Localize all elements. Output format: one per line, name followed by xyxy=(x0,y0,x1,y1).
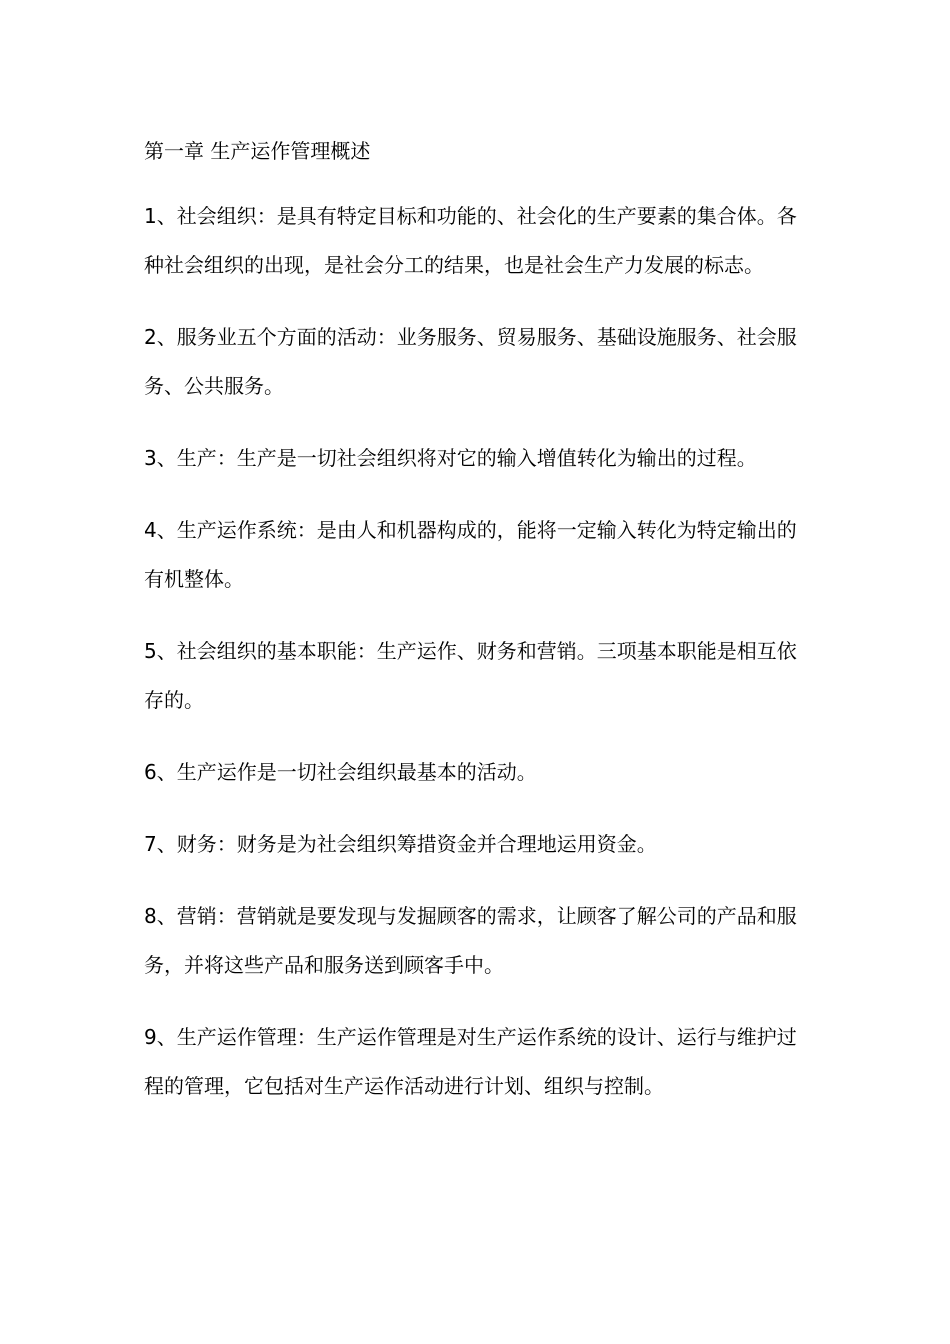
paragraph-6: 6、生产运作是一切社会组织最基本的活动。 xyxy=(144,760,537,784)
paragraph-1: 1、社会组织：是具有特定目标和功能的、社会化的生产要素的集合体。各种社会组织的出现，是社会分工的结果，也是社会生产力发展的标志。 xyxy=(144,204,797,277)
paragraph-3: 3、生产：生产是一切社会组织将对它的输入增值转化为输出的过程。 xyxy=(144,446,757,470)
chapter-title: 第一章 生产运作管理概述 xyxy=(144,139,371,163)
paragraph-8: 8、营销：营销就是要发现与发掘顾客的需求，让顾客了解公司的产品和服务，并将这些产品和服务送到顾客手中。 xyxy=(144,904,797,977)
paragraph-5: 5、社会组织的基本职能：生产运作、财务和营销。三项基本职能是相互依存的。 xyxy=(144,639,797,712)
document-body xyxy=(144,134,814,1134)
paragraph-4: 4、生产运作系统：是由人和机器构成的，能将一定输入转化为特定输出的有机整体。 xyxy=(144,518,797,591)
paragraph-7: 7、财务：财务是为社会组织筹措资金并合理地运用资金。 xyxy=(144,832,657,856)
paragraph-9: 9、生产运作管理：生产运作管理是对生产运作系统的设计、运行与维护过程的管理，它包括对生产运作活动进行计划、组织与控制。 xyxy=(144,1025,797,1098)
paragraph-2: 2、服务业五个方面的活动：业务服务、贸易服务、基础设施服务、社会服务、公共服务。 xyxy=(144,325,797,398)
